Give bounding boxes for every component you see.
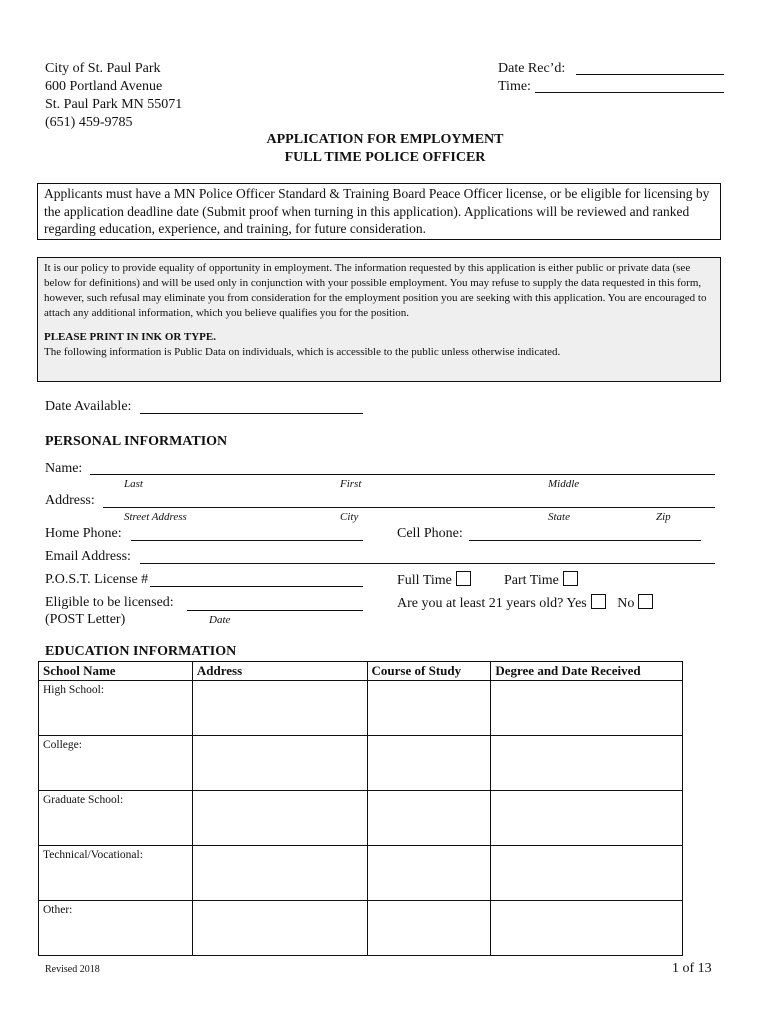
cell-address[interactable]: [192, 846, 367, 901]
cell-degree[interactable]: [491, 846, 683, 901]
row-label-other[interactable]: Other:: [39, 901, 193, 956]
eligible-date-field[interactable]: [187, 610, 363, 611]
policy-text: It is our policy to provide equality of opportunity in employment. The information requested by this application is either public or private data (see below for definitions) and will be used only in conjunction with your possible employment. You may refuse to supply the data requested in this form, however, such refusal may eliminate you from consideration for the employment position you are seeking with this application. You are encouraged to attach any additional information, which you believe qualifies you for the position.: [44, 262, 707, 319]
table-row: [39, 901, 683, 956]
form-title: [0, 131, 770, 167]
date-available-label: Date Available:: [45, 399, 132, 414]
cell-degree[interactable]: [491, 736, 683, 791]
table-row: [39, 681, 683, 736]
age-question: Are you at least 21 years old?: [397, 596, 564, 611]
address-line: (651) 459-9785: [45, 115, 133, 130]
date-available-field[interactable]: [140, 413, 363, 414]
address-sub-zip: Zip: [656, 511, 671, 523]
name-sub-last: Last: [124, 478, 143, 490]
part-time-option: [504, 571, 578, 590]
time-field[interactable]: [535, 92, 724, 93]
date-recd-label: Date Rec’d:: [498, 61, 566, 76]
name-field[interactable]: [90, 474, 715, 475]
eligible-sub-date: Date: [209, 614, 231, 626]
row-label-high-school[interactable]: High School:: [39, 681, 193, 736]
col-school-name: School Name: [39, 662, 193, 681]
row-label-college[interactable]: College:: [39, 736, 193, 791]
name-label: Name:: [45, 461, 83, 476]
time-label: Time:: [498, 79, 531, 94]
cell-address[interactable]: [192, 736, 367, 791]
yes-checkbox[interactable]: [591, 594, 606, 609]
address-line: City of St. Paul Park: [45, 61, 161, 76]
home-phone-field[interactable]: [131, 540, 363, 541]
row-label-graduate-school[interactable]: Graduate School:: [39, 791, 193, 846]
address-sub-state: State: [548, 511, 570, 523]
license-notice-box: [37, 183, 721, 240]
full-time-option: [397, 571, 471, 590]
cell-address[interactable]: [192, 791, 367, 846]
cell-course[interactable]: [367, 736, 491, 791]
col-address: Address: [192, 662, 367, 681]
print-notice: PLEASE PRINT IN INK OR TYPE.: [44, 331, 216, 343]
cell-phone-label: Cell Phone:: [397, 526, 463, 541]
address-field[interactable]: [103, 507, 715, 508]
full-time-checkbox[interactable]: [456, 571, 471, 586]
title-line-2: FULL TIME POLICE OFFICER: [284, 150, 486, 165]
table-row: [39, 846, 683, 901]
license-notice-text: Applicants must have a MN Police Officer Standard & Training Board Peace Officer license, or be eligible for licensing by the application deadline date (Submit proof when turning in this application). Applications will be reviewed and ranked regarding education, experience, and training, for future consideration.: [44, 186, 710, 236]
no-label: No: [617, 596, 635, 611]
email-label: Email Address:: [45, 549, 131, 564]
name-sub-first: First: [340, 478, 362, 490]
post-license-label: P.O.S.T. License #: [45, 572, 149, 587]
cell-course[interactable]: [367, 681, 491, 736]
table-row: [39, 791, 683, 846]
name-sub-middle: Middle: [548, 478, 580, 490]
post-letter-label: (POST Letter): [45, 612, 126, 627]
full-time-label: Full Time: [397, 573, 452, 588]
col-degree-date: Degree and Date Received: [491, 662, 683, 681]
date-recd-field[interactable]: [576, 74, 724, 75]
post-license-field[interactable]: [150, 586, 363, 587]
no-checkbox[interactable]: [638, 594, 653, 609]
address-label: Address:: [45, 493, 95, 508]
eligible-label: Eligible to be licensed:: [45, 595, 174, 610]
part-time-checkbox[interactable]: [563, 571, 578, 586]
policy-box: [37, 257, 721, 382]
title-line-1: APPLICATION FOR EMPLOYMENT: [266, 132, 504, 147]
cell-address[interactable]: [192, 681, 367, 736]
personal-info-heading: PERSONAL INFORMATION: [45, 434, 228, 449]
education-heading: EDUCATION INFORMATION: [45, 644, 237, 659]
city-address: [45, 60, 182, 132]
cell-course[interactable]: [367, 846, 491, 901]
cell-course[interactable]: [367, 901, 491, 956]
age-question-row: [397, 594, 653, 613]
table-header-row: [39, 662, 683, 681]
page-number: 1 of 13: [672, 961, 712, 976]
cell-phone-field[interactable]: [469, 540, 701, 541]
cell-degree[interactable]: [491, 681, 683, 736]
cell-degree[interactable]: [491, 791, 683, 846]
email-field[interactable]: [140, 563, 715, 564]
yes-label: Yes: [566, 596, 587, 611]
cell-address[interactable]: [192, 901, 367, 956]
part-time-label: Part Time: [504, 573, 559, 588]
cell-degree[interactable]: [491, 901, 683, 956]
address-sub-street: Street Address: [124, 511, 187, 523]
public-data-notice: The following information is Public Data on individuals, which is accessible to the public unless otherwise indicated.: [44, 346, 561, 358]
col-course-of-study: Course of Study: [367, 662, 491, 681]
address-sub-city: City: [340, 511, 359, 523]
address-line: St. Paul Park MN 55071: [45, 97, 183, 112]
row-label-technical-vocational[interactable]: Technical/Vocational:: [39, 846, 193, 901]
table-row: [39, 736, 683, 791]
cell-course[interactable]: [367, 791, 491, 846]
revised-note: Revised 2018: [45, 964, 100, 975]
education-table: [38, 661, 683, 956]
address-line: 600 Portland Avenue: [45, 79, 163, 94]
home-phone-label: Home Phone:: [45, 526, 122, 541]
